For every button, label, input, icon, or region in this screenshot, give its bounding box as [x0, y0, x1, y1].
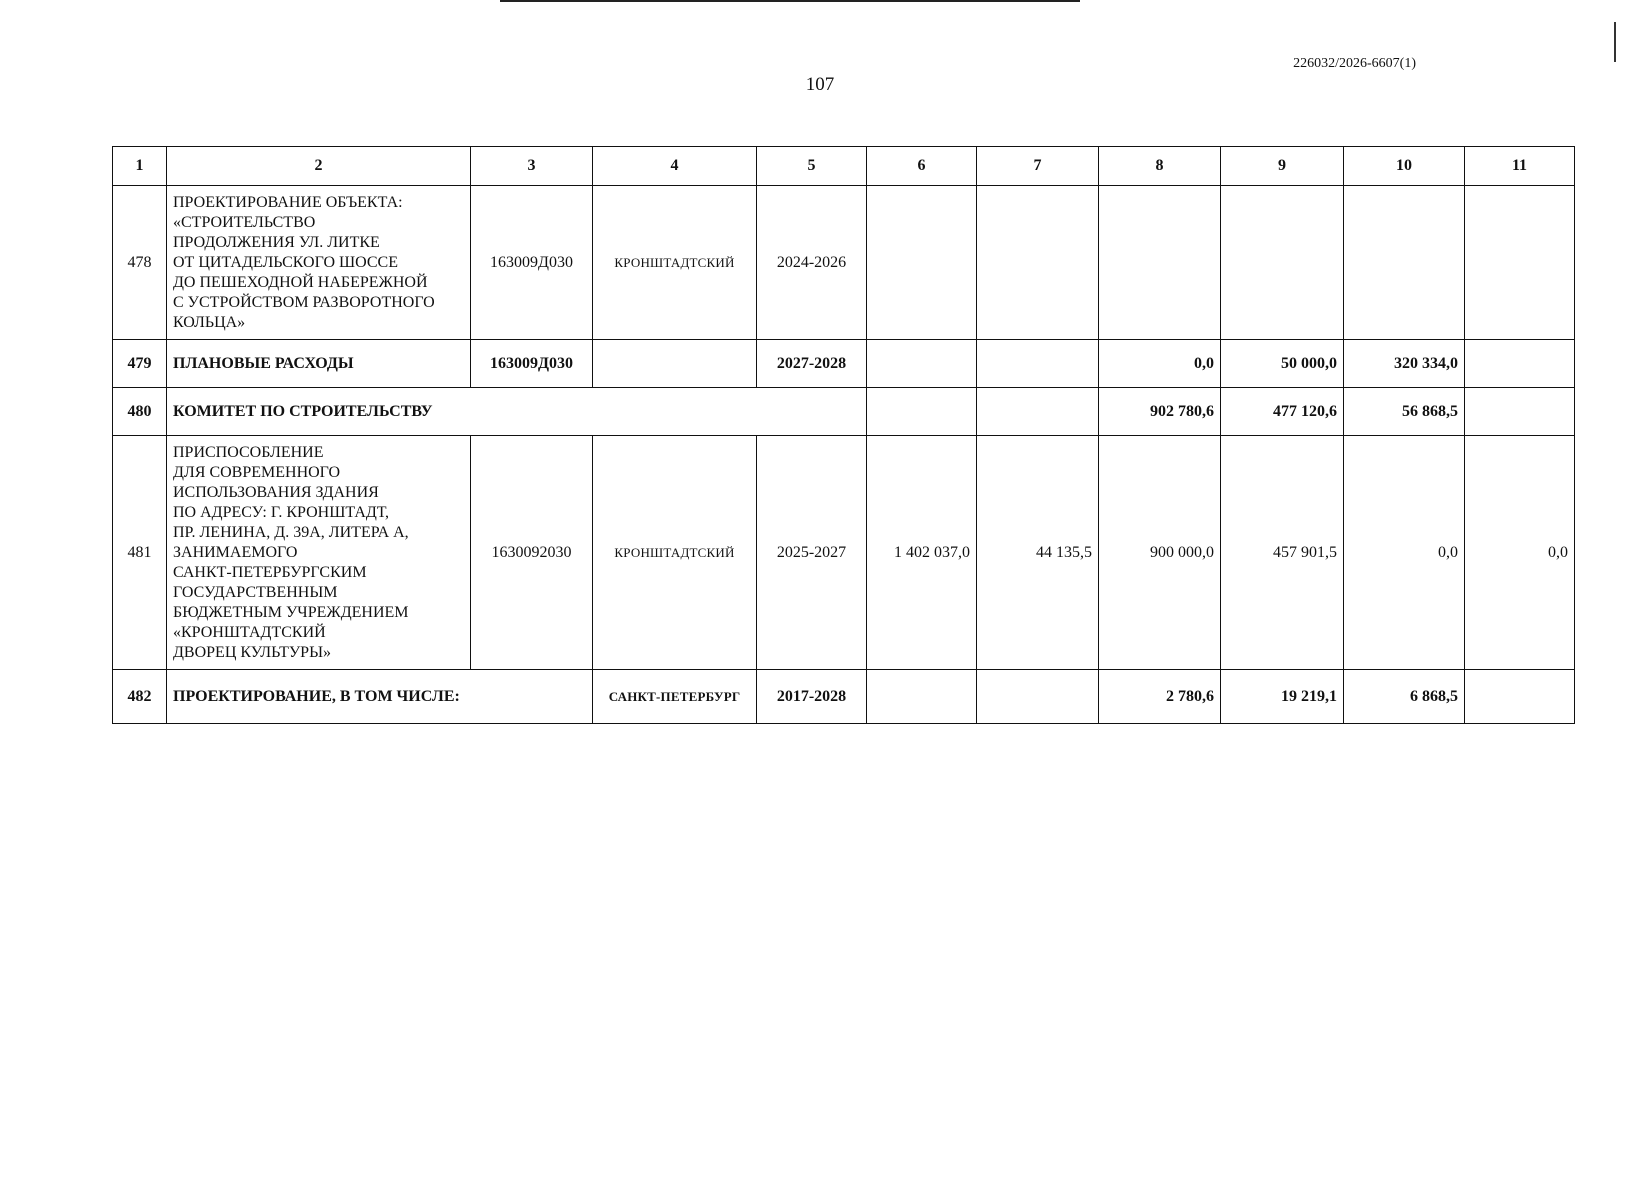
row-number: 478: [113, 186, 167, 340]
row-col9: [1221, 186, 1344, 340]
row-col8: 2 780,6: [1099, 670, 1221, 724]
col-header-9: 9: [1221, 147, 1344, 186]
row-col11: 0,0: [1465, 436, 1575, 670]
row-col10: 0,0: [1344, 436, 1465, 670]
col-header-7: 7: [977, 147, 1099, 186]
row-district: САНКТ-ПЕТЕРБУРГ: [593, 670, 757, 724]
row-col8: 0,0: [1099, 340, 1221, 388]
col-header-5: 5: [757, 147, 867, 186]
row-col6: [867, 186, 977, 340]
row-name: ПРОЕКТИРОВАНИЕ, В ТОМ ЧИСЛЕ:: [167, 670, 593, 724]
row-col7: 44 135,5: [977, 436, 1099, 670]
header-row: [113, 147, 1575, 186]
row-district: КРОНШТАДТСКИЙ: [593, 186, 757, 340]
row-col7: [977, 388, 1099, 436]
col-header-2: 2: [167, 147, 471, 186]
top-rule: [500, 0, 1080, 4]
row-col10: [1344, 186, 1465, 340]
row-col11: [1465, 388, 1575, 436]
row-col9: 457 901,5: [1221, 436, 1344, 670]
col-header-8: 8: [1099, 147, 1221, 186]
row-years: 2017-2028: [757, 670, 867, 724]
row-col9: 19 219,1: [1221, 670, 1344, 724]
row-years: 2024-2026: [757, 186, 867, 340]
row-district: КРОНШТАДТСКИЙ: [593, 436, 757, 670]
document-number: 226032/2026-6607(1): [1293, 56, 1416, 71]
row-col7: [977, 670, 1099, 724]
row-col11: [1465, 186, 1575, 340]
col-header-11: 11: [1465, 147, 1575, 186]
row-col11: [1465, 340, 1575, 388]
col-header-6: 6: [867, 147, 977, 186]
row-name: ПРИСПОСОБЛЕНИЕ ДЛЯ СОВРЕМЕННОГО ИСПОЛЬЗОВАНИЯ ЗДАНИЯ ПО АДРЕСУ: Г. КРОНШТАДТ, ПР. ЛЕНИНА, Д. 39А, ЛИТЕРА А, ЗАНИМАЕМОГО САНКТ-ПЕТЕРБУРГСКИМ ГОСУДАРСТВЕННЫМ БЮДЖЕТНЫМ УЧРЕЖДЕНИЕМ «КРОНШТАДТСКИЙ ДВОРЕЦ КУЛЬТУРЫ»: [167, 436, 471, 670]
row-col8: [1099, 186, 1221, 340]
row-years: 2025-2027: [757, 436, 867, 670]
row-col6: [867, 670, 977, 724]
row-col10: 56 868,5: [1344, 388, 1465, 436]
table-row: [113, 436, 1575, 670]
col-header-4: 4: [593, 147, 757, 186]
row-col10: 320 334,0: [1344, 340, 1465, 388]
budget-table: [112, 146, 1575, 724]
table-row: [113, 388, 1575, 436]
row-code: 1630092030: [471, 436, 593, 670]
row-number: 481: [113, 436, 167, 670]
row-number: 479: [113, 340, 167, 388]
row-col6: 1 402 037,0: [867, 436, 977, 670]
row-col7: [977, 340, 1099, 388]
row-col8: 902 780,6: [1099, 388, 1221, 436]
row-district: [593, 340, 757, 388]
row-code: 163009Д030: [471, 340, 593, 388]
row-col10: 6 868,5: [1344, 670, 1465, 724]
table-row: [113, 340, 1575, 388]
row-col7: [977, 186, 1099, 340]
row-col9: 477 120,6: [1221, 388, 1344, 436]
row-col6: [867, 388, 977, 436]
col-header-10: 10: [1344, 147, 1465, 186]
row-code: 163009Д030: [471, 186, 593, 340]
col-header-1: 1: [113, 147, 167, 186]
table-row: [113, 670, 1575, 724]
row-number: 480: [113, 388, 167, 436]
row-col11: [1465, 670, 1575, 724]
edge-mark: [1614, 22, 1626, 62]
row-col9: 50 000,0: [1221, 340, 1344, 388]
row-col6: [867, 340, 977, 388]
col-header-3: 3: [471, 147, 593, 186]
page-number: 107: [805, 74, 835, 95]
row-years: 2027-2028: [757, 340, 867, 388]
row-name: КОМИТЕТ ПО СТРОИТЕЛЬСТВУ: [167, 388, 867, 436]
table-row: [113, 186, 1575, 340]
row-name: ПЛАНОВЫЕ РАСХОДЫ: [167, 340, 471, 388]
row-name: ПРОЕКТИРОВАНИЕ ОБЪЕКТА: «СТРОИТЕЛЬСТВО ПРОДОЛЖЕНИЯ УЛ. ЛИТКЕ ОТ ЦИТАДЕЛЬСКОГО ШОССЕ ДО ПЕШЕХОДНОЙ НАБЕРЕЖНОЙ С УСТРОЙСТВОМ РАЗВОРОТНОГО КОЛЬЦА»: [167, 186, 471, 340]
row-number: 482: [113, 670, 167, 724]
row-col8: 900 000,0: [1099, 436, 1221, 670]
